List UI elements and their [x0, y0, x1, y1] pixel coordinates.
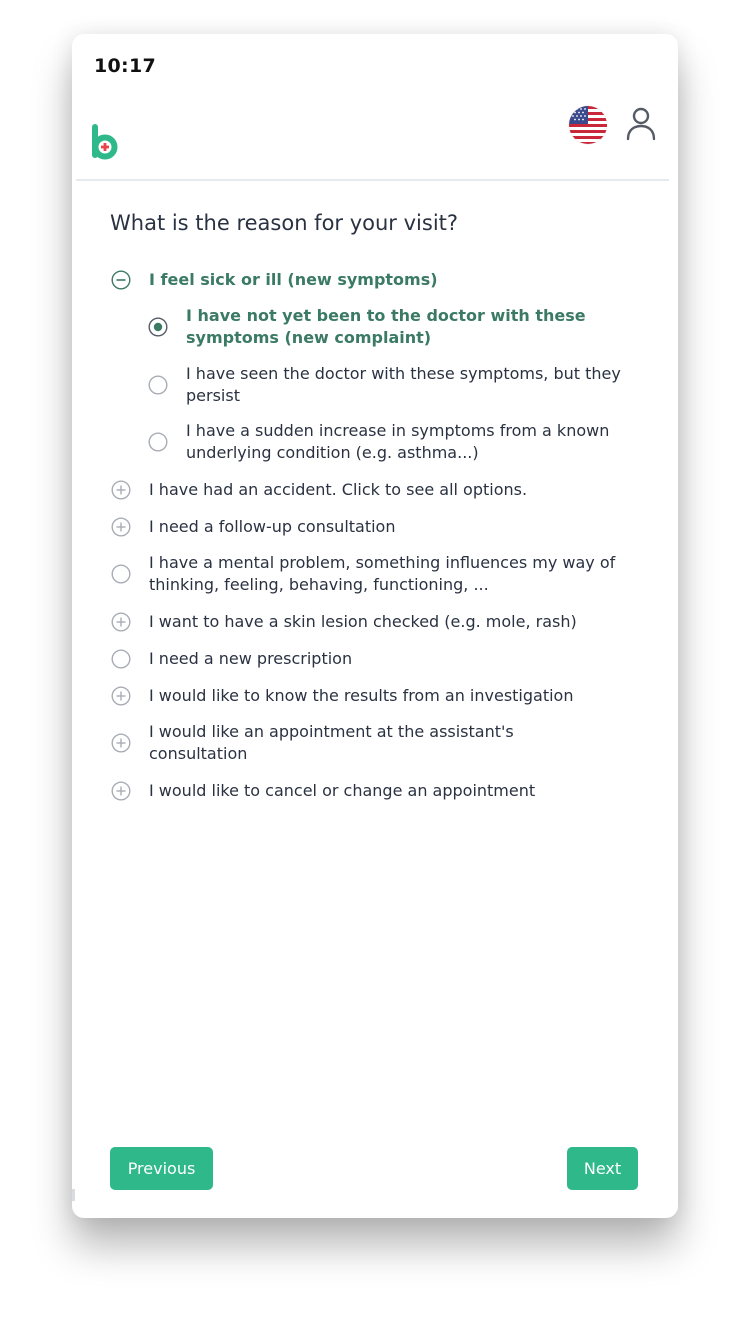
- option-label: I have had an accident. Click to see all options.: [149, 480, 528, 499]
- suboption-sudden-increase[interactable]: [148, 420, 648, 464]
- user-icon[interactable]: [625, 106, 657, 142]
- radio-empty-icon: [111, 564, 131, 584]
- page-title: What is the reason for your visit?: [110, 211, 459, 235]
- plus-circle-icon: [111, 733, 131, 753]
- next-button[interactable]: Next: [567, 1147, 638, 1190]
- option-label: I would like to cancel or change an appointment: [149, 781, 536, 800]
- option-label: I have seen the doctor with these symptoms, but they persist: [186, 364, 621, 405]
- option-label: I want to have a skin lesion checked (e.g. mole, rash): [149, 612, 577, 631]
- b-plus-logo-icon[interactable]: [92, 124, 118, 160]
- option-follow-up[interactable]: [111, 516, 641, 538]
- option-label: I have not yet been to the doctor with these symptoms (new complaint): [186, 306, 586, 347]
- status-time: 10:17: [94, 55, 156, 77]
- previous-button[interactable]: Previous: [110, 1147, 213, 1190]
- option-feel-sick[interactable]: [111, 269, 631, 291]
- suboption-new-complaint[interactable]: [148, 305, 648, 349]
- option-label: I need a follow-up consultation: [149, 517, 396, 536]
- minus-circle-icon: [111, 270, 131, 290]
- us-flag-icon[interactable]: [569, 106, 607, 144]
- header-divider: [76, 179, 669, 181]
- option-label: I have a sudden increase in symptoms from a known underlying condition (e.g. asthma...): [186, 421, 610, 462]
- scroll-edge: [72, 1189, 75, 1201]
- option-skin-lesion[interactable]: [111, 611, 641, 633]
- option-mental-problem[interactable]: [111, 552, 641, 596]
- radio-empty-icon: [148, 432, 168, 452]
- app-screen: [72, 34, 678, 1218]
- plus-circle-icon: [111, 612, 131, 632]
- option-label: I need a new prescription: [149, 649, 353, 668]
- option-label: I would like an appointment at the assistant's consultation: [149, 722, 514, 763]
- option-investigation-results[interactable]: [111, 685, 641, 707]
- radio-empty-icon: [111, 649, 131, 669]
- option-cancel-appointment[interactable]: [111, 780, 641, 802]
- plus-circle-icon: [111, 686, 131, 706]
- option-assistant-consultation[interactable]: [111, 721, 571, 765]
- plus-circle-icon: [111, 781, 131, 801]
- option-new-prescription[interactable]: [111, 648, 641, 670]
- option-label: I would like to know the results from an investigation: [149, 686, 574, 705]
- suboption-symptoms-persist[interactable]: [148, 363, 648, 407]
- radio-selected-icon: [148, 317, 168, 337]
- option-accident[interactable]: [111, 479, 641, 501]
- option-label: I feel sick or ill (new symptoms): [149, 270, 438, 289]
- plus-circle-icon: [111, 480, 131, 500]
- plus-circle-icon: [111, 517, 131, 537]
- option-label: I have a mental problem, something influences my way of thinking, feeling, behaving, functioning, ...: [149, 553, 616, 594]
- radio-empty-icon: [148, 375, 168, 395]
